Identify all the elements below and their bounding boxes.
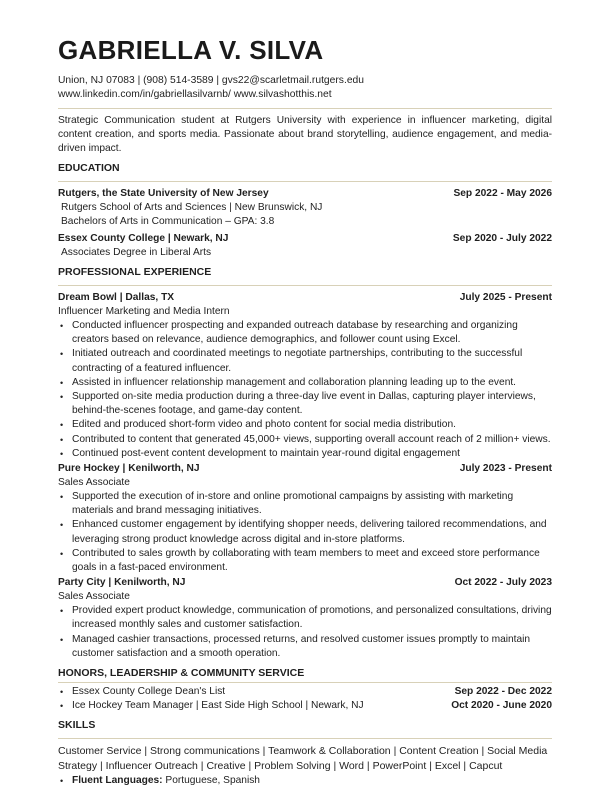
bullet-item: • Assisted in influencer relationship management and collaboration planning leading up to the event. — [58, 376, 552, 390]
skills-list: Customer Service | Strong communications | Teamwork & Collaboration | Content Creation | Social Media Strategy | Influencer Outreach | Creative | Problem Solving | Word | PowerPoint | Excel | Capcut — [58, 745, 548, 773]
skills-heading: SKILLS — [58, 719, 96, 732]
job-title: Influencer Marketing and Media Intern — [58, 306, 230, 317]
bullet-item: • Edited and produced short-form video and photo content for social media distribution. — [58, 418, 552, 432]
dates: July 2025 - Present — [459, 292, 552, 303]
dates: Sep 2022 - May 2026 — [453, 188, 552, 199]
summary: Strategic Communication student at Rutgers University with experience in influencer marketing, digital content creation, and sports media. Passionate about brand storytelling, audience engagement, and media-driven impact. — [58, 115, 552, 154]
divider — [58, 285, 552, 286]
job-bullets — [58, 490, 552, 575]
dates: Oct 2022 - July 2023 — [454, 577, 552, 589]
dates: July 2023 - Present — [459, 463, 552, 475]
honors-heading: HONORS, LEADERSHIP & COMMUNITY SERVICE — [58, 667, 305, 680]
detail: Associates Degree in Liberal Arts — [61, 247, 212, 258]
bullet-item: • Contributed to sales growth by collaborating with team members to meet and exceed store performance goals in a fast-paced environment. — [58, 547, 552, 575]
dates: Sep 2020 - July 2022 — [452, 233, 552, 244]
honor-text: • Essex County College Dean's List — [72, 686, 226, 698]
bullet-item: • Provided expert product knowledge, communication of promotions, and personalized consultations, driving increased monthly sales and customer satisfaction. — [58, 604, 552, 632]
honors-list — [58, 685, 552, 713]
bullet-item: • Continued post-event content development to maintain year-round digital engagement — [58, 447, 552, 461]
detail: Rutgers School of Arts and Sciences | New Brunswick, NJ — [61, 202, 323, 213]
languages-item — [58, 774, 552, 788]
languages-value: Portuguese, Spanish — [162, 775, 260, 787]
contact-line: Union, NJ 07083 | (908) 514-3589 | gvs22@scarletmail.rutgers.edu — [58, 75, 364, 86]
dates: Sep 2022 - Dec 2022 — [454, 686, 552, 698]
job-title: Sales Associate — [58, 477, 130, 489]
job-entry — [58, 576, 552, 661]
detail: Bachelors of Arts in Communication – GPA: 3.8 — [61, 216, 275, 227]
education-entry — [58, 232, 552, 260]
education-heading: EDUCATION — [58, 162, 120, 174]
dates: Oct 2020 - June 2020 — [451, 700, 552, 712]
divider — [58, 738, 552, 739]
divider — [58, 181, 552, 182]
bullet-item: • Supported on-site media production during a three-day live event in Dallas, capturing player interviews, behind-the-scenes footage, and game-day content. — [58, 390, 552, 418]
honor-item — [58, 685, 552, 699]
languages-label: Fluent Languages: — [72, 775, 163, 787]
job-org: Dream Bowl | Dallas, TX — [58, 292, 175, 303]
bullet-item: • Initiated outreach and coordinated meetings to negotiate partnerships, contributing to the successful contracting of a featured influencer. — [58, 347, 552, 375]
honor-text: • Ice Hockey Team Manager | East Side High School | Newark, NJ — [72, 700, 364, 712]
candidate-name: GABRIELLA V. SILVA — [58, 35, 324, 65]
divider — [58, 682, 552, 683]
job-bullets — [58, 604, 552, 661]
divider — [58, 108, 552, 109]
links-line: www.linkedin.com/in/gabriellasilvarnb/ www.silvashotthis.net — [58, 89, 332, 100]
job-title: Sales Associate — [58, 591, 130, 603]
job-org: Party City | Kenilworth, NJ — [58, 577, 186, 589]
job-org: Pure Hockey | Kenilworth, NJ — [58, 463, 200, 475]
bullet-item: • Enhanced customer engagement by identifying shopper needs, delivering tailored recommendations, and leveraging strong product knowledge across digital and in-store platforms. — [58, 518, 552, 546]
honor-item — [58, 699, 552, 713]
jobs-list — [58, 291, 552, 661]
bullet-item: • Conducted influencer prospecting and expanded outreach database by researching and organizing creators based on relevance, audience demographics, and follower count using Excel. — [58, 319, 552, 347]
school-name: Rutgers, the State University of New Jersey — [58, 188, 269, 199]
job-bullets — [58, 319, 552, 461]
education-entry — [58, 187, 552, 229]
bullet-item: • Managed cashier transactions, processed returns, and resolved customer issues promptly to maintain customer satisfaction and a smooth operation. — [58, 633, 552, 661]
school-name: Essex County College | Newark, NJ — [58, 233, 229, 244]
resume-page — [58, 34, 552, 788]
bullet-item: • Supported the execution of in-store and online promotional campaigns by assisting with marketing materials and brand messaging initiatives. — [58, 490, 552, 518]
job-entry — [58, 462, 552, 575]
job-entry — [58, 291, 552, 461]
bullet-item: • Contributed to content that generated 45,000+ views, supporting overall account reach of 2 million+ views. — [58, 433, 552, 447]
experience-heading: PROFESSIONAL EXPERIENCE — [58, 266, 212, 278]
